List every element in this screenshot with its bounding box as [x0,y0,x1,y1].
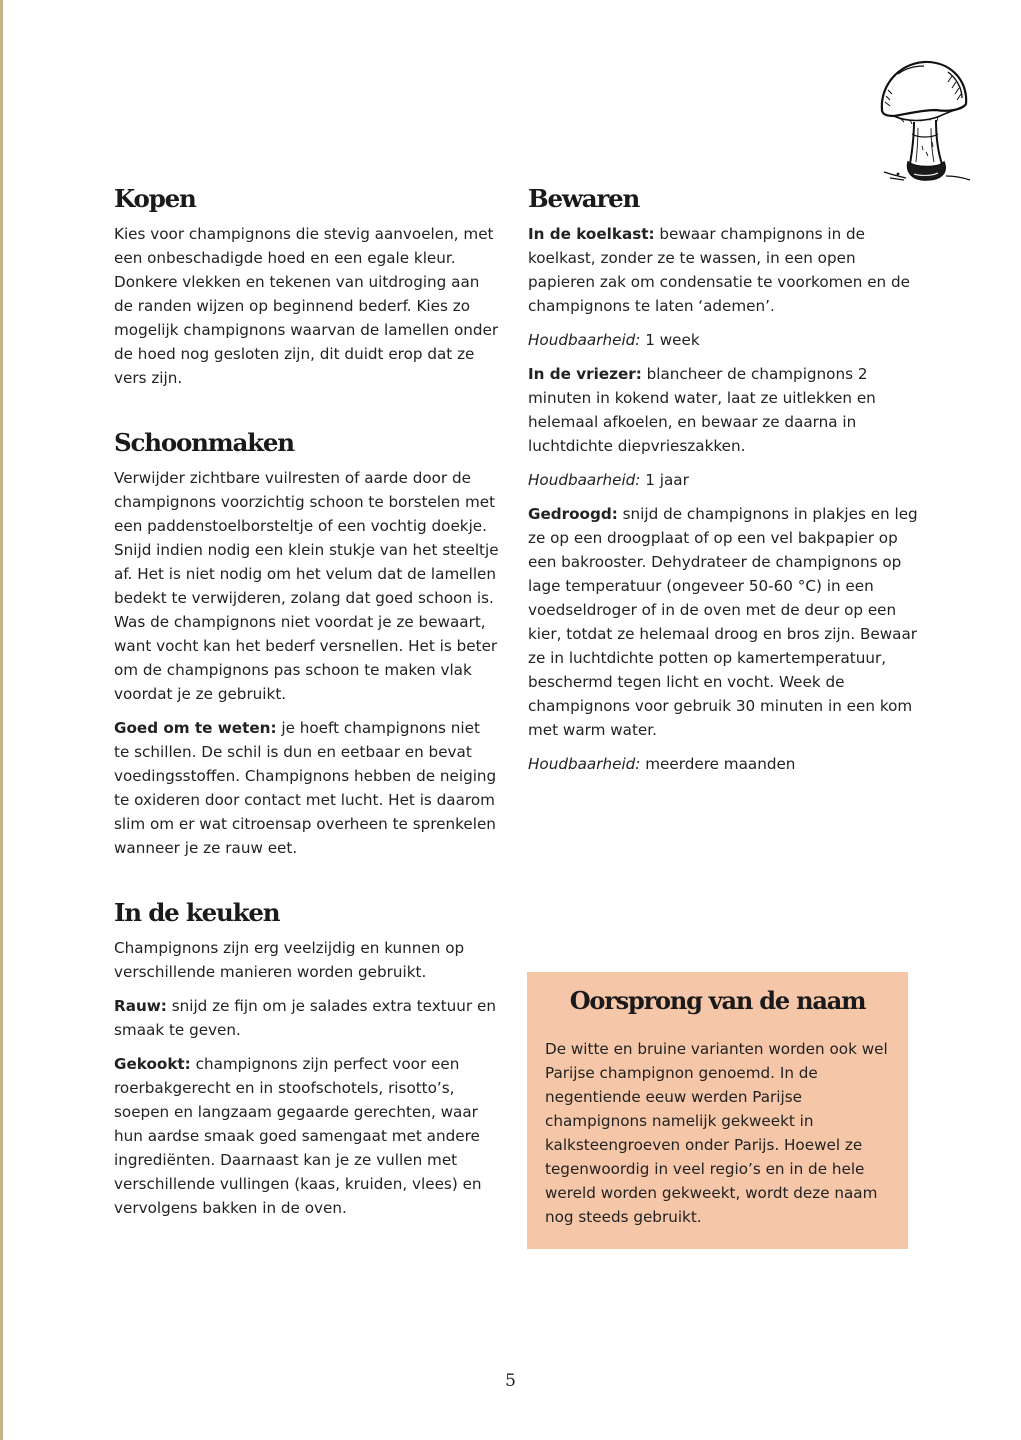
vriezer-text: blancheer de champignons 2 minuten in kokend water, laat ze uitlekken en helemaal afkoelen, en bewaar ze daarna in luchtdichte diepvrieszakken. [528,365,876,455]
schoonmaken-heading: Schoonmaken [114,428,294,457]
gedroogd-shelf-life [528,752,918,776]
kopen-heading: Kopen [114,184,196,213]
bewaren-heading: Bewaren [528,184,640,213]
koelkast-shelf-life [528,328,918,352]
page-edge [0,0,3,1440]
koelkast-label: In de koelkast: [528,225,655,243]
keuken-gekookt [114,1052,499,1220]
koelkast-shelf-value: 1 week [640,331,700,349]
right-column [528,183,918,776]
keuken-intro: Champignons zijn erg veelzijdig en kunnen op verschillende manieren worden gebruikt. [114,939,465,981]
gekookt-text: champignons zijn perfect voor een roerbakgerecht en in stoofschotels, risotto’s, soepen en langzaam gegaarde gerechten, waar hun aardse smaak goed samengaat met andere ingrediënten. Daarnaast kan je ze vullen met verschillende vullingen (kaas, kruiden, vlees) en vervolgens bakken in de oven. [114,1055,482,1217]
gedroogd-shelf-label: Houdbaarheid: [528,755,641,773]
gedroogd-label: Gedroogd: [528,505,618,523]
page-number: 5 [505,1371,516,1391]
bewaren-koelkast [528,222,918,318]
koelkast-text: bewaar champignons in de koelkast, zonder ze te wassen, in een open papieren zak om condensatie te voorkomen en de champignons te laten ‘ademen’. [528,225,910,315]
vriezer-shelf-label: Houdbaarheid: [528,471,641,489]
mushroom-illustration [876,52,972,186]
keuken-heading: In de keuken [114,898,280,927]
bewaren-gedroogd [528,502,918,742]
gekookt-label: Gekookt: [114,1055,191,1073]
gedroogd-shelf-value: meerdere maanden [640,755,796,773]
schoonmaken-text: Verwijder zichtbare vuilresten of aarde door de champignons voorzichtig schoon te borstelen met een paddenstoelborsteltje of een vochtig doekje. Snijd indien nodig een klein stukje van het steeltje af. Het is niet nodig om het velum dat de lamellen bedekt te verwijderen, zolang dat goed schoon is. Was de champignons niet voordat je ze bewaart, want vocht kan het bederf versnellen. Het is beter om de champignons pas schoon te maken vlak voordat je ze gebruikt. [114,469,499,703]
left-column [114,183,499,1220]
vriezer-label: In de vriezer: [528,365,642,383]
rauw-text: snijd ze fijn om je salades extra textuur en smaak te geven. [114,997,496,1039]
rauw-label: Rauw: [114,997,167,1015]
kopen-text: Kies voor champignons die stevig aanvoelen, met een onbeschadigde hoed en een egale kleur. Donkere vlekken en tekenen van uitdroging aan de randen wijzen op beginnend bederf. Kies zo mogelijk champignons waarvan de lamellen onder de hoed nog gesloten zijn, dit duidt erop dat ze vers zijn. [114,225,499,387]
section-keuken [114,897,499,1220]
oorsprong-heading: Oorsprong van de naam [569,986,866,1015]
schoonmaken-tip [114,716,499,860]
section-schoonmaken [114,427,499,860]
oorsprong-box [527,972,908,1249]
section-kopen [114,183,499,390]
vriezer-shelf-value: 1 jaar [640,471,689,489]
tip-label: Goed om te weten: [114,719,277,737]
keuken-rauw [114,994,499,1042]
vriezer-shelf-life [528,468,918,492]
section-bewaren [528,183,918,776]
oorsprong-text: De witte en bruine varianten worden ook wel Parijse champignon genoemd. In de negentiende eeuw werden Parijse champignons namelijk gekweekt in kalksteengroeven onder Parijs. Hoewel ze tegenwoordig in veel regio’s en in de hele wereld worden gekweekt, wordt deze naam nog steeds gebruikt. [545,1040,888,1226]
gedroogd-text: snijd de champignons in plakjes en leg ze op een droogplaat of op een vel bakpapier op een bakrooster. Dehydrateer de champignons op lage temperatuur (ongeveer 50-60 °C) in een voedseldroger of in de oven met de deur op een kier, totdat ze helemaal droog en bros zijn. Bewaar ze in luchtdichte potten op kamertemperatuur, beschermd tegen licht en vocht. Week de champignons voor gebruik 30 minuten in een kom met warm water. [528,505,918,739]
koelkast-shelf-label: Houdbaarheid: [528,331,641,349]
tip-text: je hoeft champignons niet te schillen. De schil is dun en eetbaar en bevat voedingsstoffen. Champignons hebben de neiging te oxideren door contact met lucht. Het is daarom slim om er wat citroensap overheen te sprenkelen wanneer je ze rauw eet. [114,719,497,857]
bewaren-vriezer [528,362,918,458]
